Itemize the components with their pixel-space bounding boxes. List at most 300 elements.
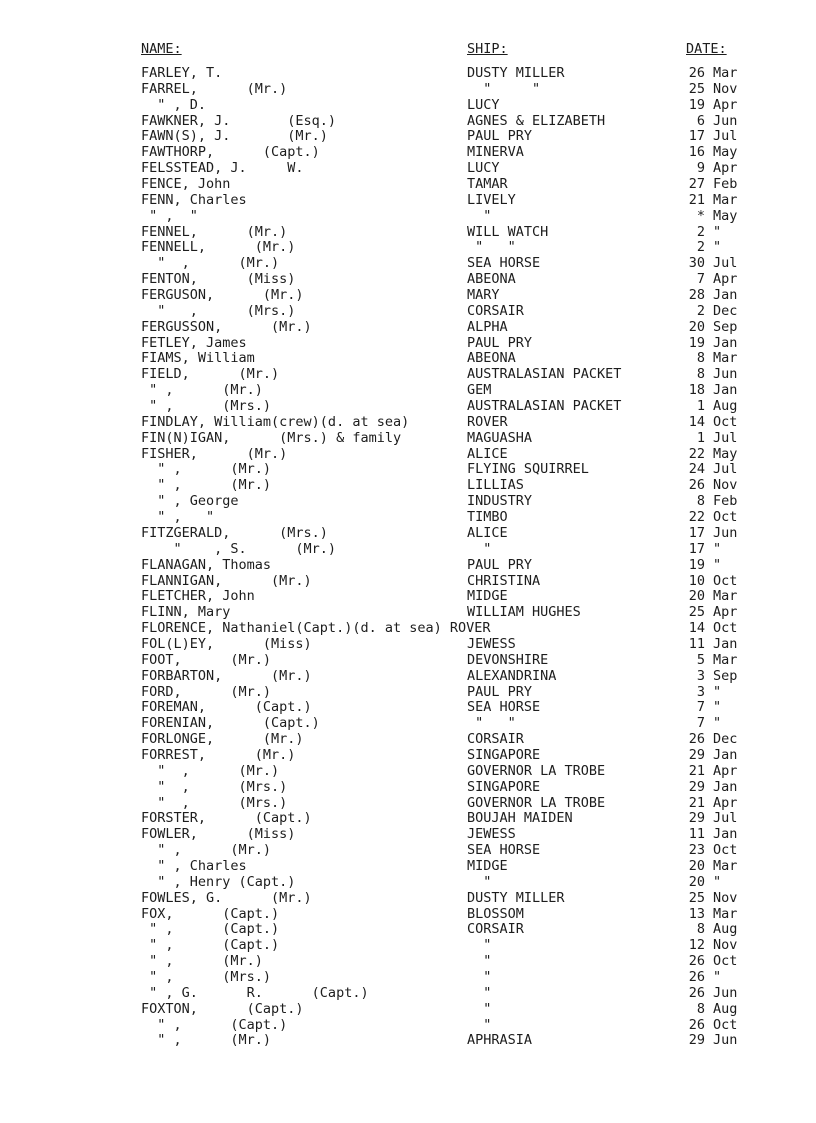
list-row xyxy=(0,685,816,701)
ship-name: SINGAPORE xyxy=(467,778,541,795)
list-row xyxy=(0,970,816,986)
ship-name: BLOSSOM xyxy=(467,905,524,922)
ship-name: SEA HORSE xyxy=(467,842,541,859)
list-row xyxy=(0,637,816,653)
ship-name: CORSAIR xyxy=(467,302,524,319)
list-row xyxy=(0,922,816,938)
ship-name: " " xyxy=(467,239,516,256)
arrival-day: 19 xyxy=(688,96,705,113)
list-row xyxy=(0,161,816,177)
ship-name: CORSAIR xyxy=(467,921,524,938)
passenger-name: FLANNIGAN, (Mr.) xyxy=(141,572,312,589)
list-row xyxy=(0,510,816,526)
list-row xyxy=(0,351,816,367)
passenger-name: FENNEL, (Mr.) xyxy=(141,223,288,240)
list-row xyxy=(0,526,816,542)
arrival-day: 2 xyxy=(696,223,705,240)
passenger-name: FOOT, (Mr.) xyxy=(141,651,272,668)
list-row xyxy=(0,859,816,875)
arrival-day: 8 xyxy=(696,493,705,510)
passenger-name: FORENIAN, (Capt.) xyxy=(141,715,320,732)
list-row xyxy=(0,732,816,748)
arrival-month: Jun xyxy=(713,1032,738,1049)
list-row xyxy=(0,843,816,859)
arrival-day: 9 xyxy=(696,160,705,177)
list-row xyxy=(0,811,816,827)
ship-name: MIDGE xyxy=(467,857,508,874)
arrival-day: 26 xyxy=(688,477,705,494)
list-row xyxy=(0,415,816,431)
ship-name: GOVERNOR LA TROBE xyxy=(467,762,606,779)
name-column-header: NAME: xyxy=(141,41,182,57)
passenger-name: FOL(L)EY, (Miss) xyxy=(141,635,312,652)
list-row xyxy=(0,240,816,256)
arrival-month: May xyxy=(713,207,738,224)
arrival-day: 25 xyxy=(688,80,705,97)
arrival-month: Jan xyxy=(713,382,738,399)
arrival-day: 20 xyxy=(688,857,705,874)
arrival-month: Oct xyxy=(713,953,738,970)
ship-name: APHRASIA xyxy=(467,1032,533,1049)
ship-name: FLYING SQUIRREL xyxy=(467,461,589,478)
arrival-month: " xyxy=(713,699,722,716)
ship-name: " xyxy=(467,207,492,224)
passenger-name: FLETCHER, John xyxy=(141,588,255,605)
arrival-day: 27 xyxy=(688,176,705,193)
arrival-month: " xyxy=(713,540,722,557)
passenger-name: FENNELL, (Mr.) xyxy=(141,239,296,256)
arrival-month: Jul xyxy=(713,810,738,827)
passenger-name: FOWLES, G. (Mr.) xyxy=(141,889,312,906)
ship-name: SINGAPORE xyxy=(467,746,541,763)
arrival-month: Mar xyxy=(713,588,738,605)
arrival-month: Jul xyxy=(713,429,738,446)
passenger-name: FORSTER, (Capt.) xyxy=(141,810,312,827)
list-row xyxy=(0,1018,816,1034)
arrival-month: Jan xyxy=(713,287,738,304)
passenger-name: FENCE, John xyxy=(141,176,231,193)
list-row xyxy=(0,145,816,161)
passenger-name: FORD, (Mr.) xyxy=(141,683,272,700)
arrival-day: 26 xyxy=(688,953,705,970)
arrival-month: Oct xyxy=(713,572,738,589)
list-row xyxy=(0,114,816,130)
passenger-name: " , (Capt.) xyxy=(141,937,280,954)
arrival-day: 17 xyxy=(688,524,705,541)
list-row xyxy=(0,98,816,114)
arrival-day: 8 xyxy=(696,350,705,367)
arrival-month: Oct xyxy=(713,1016,738,1033)
passenger-name: FLORENCE, Nathaniel(Capt.)(d. at sea) ROVER xyxy=(141,620,491,637)
date-column-header: DATE: xyxy=(686,41,727,57)
passenger-name: " , (Capt.) xyxy=(141,1016,288,1033)
list-row xyxy=(0,225,816,241)
list-row xyxy=(0,764,816,780)
list-row xyxy=(0,129,816,145)
arrival-month: May xyxy=(713,144,738,161)
passenger-name: FITZGERALD, (Mrs.) xyxy=(141,524,328,541)
arrival-day: 20 xyxy=(688,873,705,890)
arrival-month: " xyxy=(713,715,722,732)
arrival-month: May xyxy=(713,445,738,462)
arrival-day: 22 xyxy=(688,509,705,526)
arrival-day: 29 xyxy=(688,1032,705,1049)
passenger-name: " , (Mr.) xyxy=(141,382,263,399)
arrival-month: Mar xyxy=(713,857,738,874)
list-row xyxy=(0,891,816,907)
arrival-day: 21 xyxy=(688,794,705,811)
arrival-month: Jul xyxy=(713,255,738,272)
arrival-day: 26 xyxy=(688,1016,705,1033)
ship-name: BOUJAH MAIDEN xyxy=(467,810,573,827)
passenger-name: FORBARTON, (Mr.) xyxy=(141,667,312,684)
arrival-day: 26 xyxy=(688,968,705,985)
passenger-name: FERGUSON, (Mr.) xyxy=(141,287,304,304)
passenger-name: " , (Mr.) xyxy=(141,255,280,272)
arrival-month: Nov xyxy=(713,80,738,97)
list-row xyxy=(0,716,816,732)
ship-name: ABEONA xyxy=(467,271,516,288)
arrival-day: 14 xyxy=(688,620,705,637)
arrival-day: 7 xyxy=(696,271,705,288)
arrival-day: 5 xyxy=(696,651,705,668)
arrival-day: 20 xyxy=(688,318,705,335)
list-row xyxy=(0,780,816,796)
arrival-day: 20 xyxy=(688,588,705,605)
ship-name: " " xyxy=(467,80,541,97)
list-row xyxy=(0,336,816,352)
arrival-day: 23 xyxy=(688,842,705,859)
arrival-day: 12 xyxy=(688,937,705,954)
ship-name: " xyxy=(467,873,492,890)
arrival-month: Feb xyxy=(713,176,738,193)
list-row xyxy=(0,209,816,225)
passenger-name: FENTON, (Miss) xyxy=(141,271,296,288)
arrival-month: Nov xyxy=(713,477,738,494)
arrival-month: Aug xyxy=(713,1000,738,1017)
passenger-name: " , Henry (Capt.) xyxy=(141,873,296,890)
list-row xyxy=(0,574,816,590)
passenger-name: " , (Mrs.) xyxy=(141,778,288,795)
ship-name: PAUL PRY xyxy=(467,556,533,573)
ship-name: DUSTY MILLER xyxy=(467,65,565,81)
arrival-day: 21 xyxy=(688,762,705,779)
passenger-name: FOX, (Capt.) xyxy=(141,905,280,922)
list-row xyxy=(0,462,816,478)
arrival-day: 19 xyxy=(688,334,705,351)
ship-name: DEVONSHIRE xyxy=(467,651,549,668)
passenger-name: FISHER, (Mr.) xyxy=(141,445,288,462)
passenger-name: FOWLER, (Miss) xyxy=(141,826,296,843)
list-row xyxy=(0,367,816,383)
ship-name: " xyxy=(467,937,492,954)
arrival-day: 1 xyxy=(696,398,705,415)
list-row xyxy=(0,288,816,304)
arrival-month: Nov xyxy=(713,937,738,954)
passenger-name: " , " xyxy=(141,207,198,224)
ship-name: SEA HORSE xyxy=(467,699,541,716)
ship-name: " xyxy=(467,968,492,985)
ship-name: " xyxy=(467,1016,492,1033)
arrival-month: Jun xyxy=(713,366,738,383)
arrival-month: Oct xyxy=(713,620,738,637)
ship-name: MARY xyxy=(467,287,500,304)
passenger-name: " , D. xyxy=(141,96,207,113)
ship-name: TIMBO xyxy=(467,509,508,526)
arrival-month: Feb xyxy=(713,493,738,510)
arrival-month: Jan xyxy=(713,746,738,763)
ship-name: INDUSTRY xyxy=(467,493,533,510)
arrival-month: Dec xyxy=(713,731,738,748)
arrival-day: 17 xyxy=(688,540,705,557)
passenger-name: FINDLAY, William(crew)(d. at sea) xyxy=(141,413,410,430)
arrival-day: * xyxy=(696,207,705,224)
arrival-day: 30 xyxy=(688,255,705,272)
arrival-month: Nov xyxy=(713,889,738,906)
arrival-month: Mar xyxy=(713,65,738,81)
arrival-day: 13 xyxy=(688,905,705,922)
passenger-name: FOREMAN, (Capt.) xyxy=(141,699,312,716)
arrival-month: " xyxy=(713,223,722,240)
passenger-name: " , (Mr.) xyxy=(141,477,272,494)
list-row xyxy=(0,796,816,812)
list-row xyxy=(0,66,816,82)
arrival-month: Dec xyxy=(713,302,738,319)
list-row xyxy=(0,494,816,510)
passenger-name: FIAMS, William xyxy=(141,350,255,367)
ship-name: ALPHA xyxy=(467,318,508,335)
passenger-name: " , S. (Mr.) xyxy=(141,540,337,557)
list-row xyxy=(0,383,816,399)
arrival-day: 21 xyxy=(688,191,705,208)
list-row xyxy=(0,875,816,891)
ship-name: " xyxy=(467,953,492,970)
ship-name: CORSAIR xyxy=(467,731,524,748)
list-row xyxy=(0,304,816,320)
passenger-name: " , " xyxy=(141,509,215,526)
arrival-month: Jan xyxy=(713,826,738,843)
arrival-day: 2 xyxy=(696,239,705,256)
list-row xyxy=(0,82,816,98)
passenger-name: FLINN, Mary xyxy=(141,604,231,621)
list-row xyxy=(0,954,816,970)
arrival-day: 29 xyxy=(688,810,705,827)
ship-column-header: SHIP: xyxy=(467,41,508,57)
arrival-day: 25 xyxy=(688,889,705,906)
passenger-name: FORREST, (Mr.) xyxy=(141,746,296,763)
arrival-month: Sep xyxy=(713,667,738,684)
arrival-month: Apr xyxy=(713,604,738,621)
list-row xyxy=(0,399,816,415)
arrival-month: Jan xyxy=(713,778,738,795)
list-row xyxy=(0,542,816,558)
passenger-name: FENN, Charles xyxy=(141,191,247,208)
passenger-name: " , (Mrs.) xyxy=(141,398,272,415)
ship-name: ROVER xyxy=(467,413,508,430)
arrival-month: " xyxy=(713,968,722,985)
ship-name: " xyxy=(467,1000,492,1017)
arrival-month: Jun xyxy=(713,524,738,541)
list-row xyxy=(0,621,816,637)
list-row xyxy=(0,700,816,716)
list-row xyxy=(0,320,816,336)
list-row xyxy=(0,272,816,288)
arrival-day: 11 xyxy=(688,826,705,843)
list-row xyxy=(0,1002,816,1018)
list-row xyxy=(0,431,816,447)
arrival-day: 26 xyxy=(688,65,705,81)
ship-name: ALICE xyxy=(467,445,508,462)
passenger-name: " , (Mr.) xyxy=(141,1032,272,1049)
arrival-day: 24 xyxy=(688,461,705,478)
passenger-name: FAWKNER, J. (Esq.) xyxy=(141,112,337,129)
list-row xyxy=(0,827,816,843)
ship-name: " " xyxy=(467,715,516,732)
arrival-month: " xyxy=(713,239,722,256)
ship-name: JEWESS xyxy=(467,635,516,652)
arrival-day: 8 xyxy=(696,1000,705,1017)
passenger-name: FIN(N)IGAN, (Mrs.) & family xyxy=(141,429,402,446)
passenger-name: FAWN(S), J. (Mr.) xyxy=(141,128,328,145)
ship-name: DUSTY MILLER xyxy=(467,889,565,906)
passenger-name: " , George xyxy=(141,493,239,510)
arrival-day: 6 xyxy=(696,112,705,129)
arrival-day: 8 xyxy=(696,366,705,383)
arrival-month: " xyxy=(713,556,722,573)
list-row xyxy=(0,558,816,574)
passenger-name: " , (Mr.) xyxy=(141,461,272,478)
ship-name: PAUL PRY xyxy=(467,683,533,700)
arrival-month: Sep xyxy=(713,318,738,335)
passenger-name: FORLONGE, (Mr.) xyxy=(141,731,304,748)
passenger-name: FIELD, (Mr.) xyxy=(141,366,280,383)
arrival-day: 19 xyxy=(688,556,705,573)
ship-name: MINERVA xyxy=(467,144,524,161)
arrival-day: 14 xyxy=(688,413,705,430)
arrival-day: 7 xyxy=(696,715,705,732)
list-row xyxy=(0,478,816,494)
list-row xyxy=(0,748,816,764)
arrival-day: 26 xyxy=(688,731,705,748)
arrival-month: Jan xyxy=(713,334,738,351)
ship-name: GEM xyxy=(467,382,492,399)
arrival-month: Mar xyxy=(713,350,738,367)
arrival-month: " xyxy=(713,683,722,700)
list-row xyxy=(0,986,816,1002)
arrival-month: Aug xyxy=(713,921,738,938)
ship-name: AUSTRALASIAN PACKET xyxy=(467,398,622,415)
list-row xyxy=(0,589,816,605)
list-row xyxy=(0,605,816,621)
arrival-day: 16 xyxy=(688,144,705,161)
arrival-month: Oct xyxy=(713,842,738,859)
passenger-name: FLANAGAN, Thomas xyxy=(141,556,272,573)
ship-name: ABEONA xyxy=(467,350,516,367)
passenger-name: FERGUSSON, (Mr.) xyxy=(141,318,312,335)
ship-name: AGNES & ELIZABETH xyxy=(467,112,606,129)
list-row xyxy=(0,447,816,463)
passenger-name: FOXTON, (Capt.) xyxy=(141,1000,304,1017)
arrival-day: 18 xyxy=(688,382,705,399)
ship-name: WILL WATCH xyxy=(467,223,549,240)
list-row xyxy=(0,1033,816,1049)
arrival-month: Mar xyxy=(713,905,738,922)
ship-name: " xyxy=(467,540,492,557)
arrival-month: Jul xyxy=(713,461,738,478)
passenger-name: FAWTHORP, (Capt.) xyxy=(141,144,320,161)
ship-name: AUSTRALASIAN PACKET xyxy=(467,366,622,383)
list-row xyxy=(0,193,816,209)
ship-name: SEA HORSE xyxy=(467,255,541,272)
arrival-day: 10 xyxy=(688,572,705,589)
arrival-month: Jan xyxy=(713,635,738,652)
passenger-name: " , (Mr.) xyxy=(141,762,280,779)
arrival-month: Jul xyxy=(713,128,738,145)
arrival-day: 3 xyxy=(696,667,705,684)
ship-name: ALEXANDRINA xyxy=(467,667,557,684)
passenger-name: " , G. R. (Capt.) xyxy=(141,984,369,1001)
list-row xyxy=(0,669,816,685)
arrival-month: Apr xyxy=(713,271,738,288)
arrival-month: Oct xyxy=(713,413,738,430)
ship-name: CHRISTINA xyxy=(467,572,541,589)
ship-name: LILLIAS xyxy=(467,477,524,494)
passenger-name: " , Charles xyxy=(141,857,247,874)
passenger-name: FARLEY, T. xyxy=(141,65,223,81)
ship-name: ALICE xyxy=(467,524,508,541)
ship-name: JEWESS xyxy=(467,826,516,843)
arrival-day: 11 xyxy=(688,635,705,652)
arrival-month: Mar xyxy=(713,191,738,208)
ship-name: TAMAR xyxy=(467,176,508,193)
passenger-name: " , (Mrs.) xyxy=(141,302,296,319)
arrival-day: 8 xyxy=(696,921,705,938)
passenger-name: " , (Mr.) xyxy=(141,953,263,970)
arrival-month: Jun xyxy=(713,112,738,129)
arrival-month: Apr xyxy=(713,96,738,113)
passenger-name: " , (Mrs.) xyxy=(141,794,288,811)
arrival-day: 1 xyxy=(696,429,705,446)
ship-name: MAGUASHA xyxy=(467,429,533,446)
arrival-month: Apr xyxy=(713,762,738,779)
passenger-name: " , (Mr.) xyxy=(141,842,272,859)
arrival-day: 22 xyxy=(688,445,705,462)
passenger-name: FARREL, (Mr.) xyxy=(141,80,288,97)
arrival-day: 29 xyxy=(688,746,705,763)
arrival-day: 29 xyxy=(688,778,705,795)
passenger-name: FELSSTEAD, J. W. xyxy=(141,160,304,177)
list-row xyxy=(0,256,816,272)
passenger-name: " , (Mrs.) xyxy=(141,968,272,985)
passenger-name: " , (Capt.) xyxy=(141,921,280,938)
list-row xyxy=(0,653,816,669)
arrival-day: 26 xyxy=(688,984,705,1001)
passenger-list xyxy=(0,66,816,1049)
ship-name: LUCY xyxy=(467,96,500,113)
arrival-day: 3 xyxy=(696,683,705,700)
ship-name: LIVELY xyxy=(467,191,516,208)
passenger-name: FETLEY, James xyxy=(141,334,247,351)
arrival-month: Mar xyxy=(713,651,738,668)
list-row xyxy=(0,907,816,923)
ship-name: GOVERNOR LA TROBE xyxy=(467,794,606,811)
arrival-day: 28 xyxy=(688,287,705,304)
ship-name: WILLIAM HUGHES xyxy=(467,604,581,621)
ship-name: PAUL PRY xyxy=(467,128,533,145)
ship-name: LUCY xyxy=(467,160,500,177)
list-row xyxy=(0,938,816,954)
arrival-month: Apr xyxy=(713,794,738,811)
